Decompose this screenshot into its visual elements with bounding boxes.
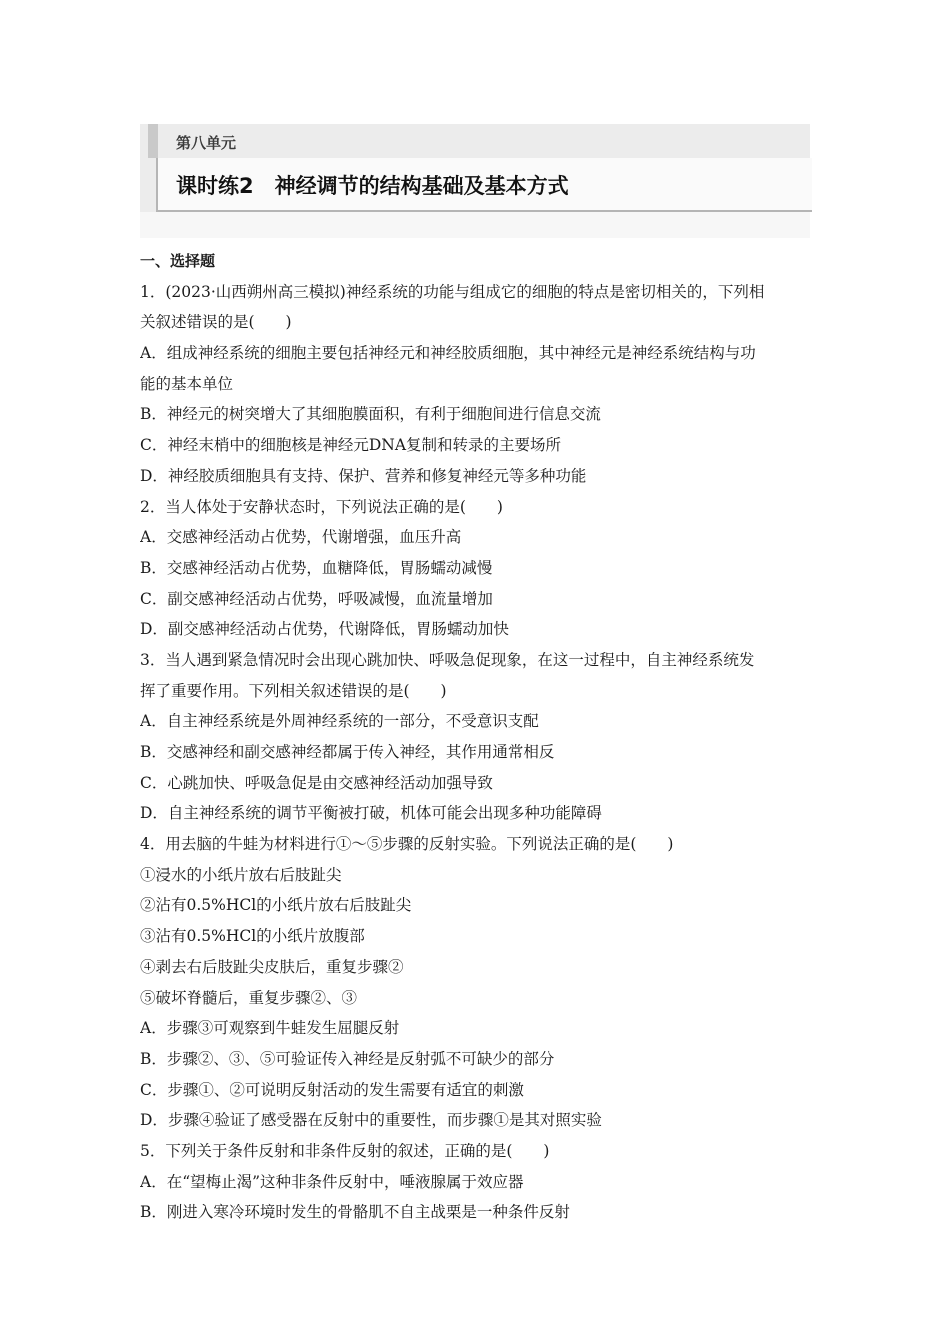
header-accent-bar xyxy=(148,124,158,158)
unit-label: 第八单元 xyxy=(176,134,237,152)
text-line: B．刚进入寒冷环境时发生的骨骼肌不自主战栗是一种条件反射 xyxy=(140,1203,570,1222)
text-line: C．神经末梢中的细胞核是神经元DNA复制和转录的主要场所 xyxy=(140,436,562,455)
text-line: C．副交感神经活动占优势，呼吸减慢，血流量增加 xyxy=(140,589,493,608)
text-line: D．自主神经系统的调节平衡被打破，机体可能会出现多种功能障碍 xyxy=(140,804,602,823)
text-line: ③沾有0.5%HCl的小纸片放腹部 xyxy=(140,927,365,946)
text-line: C．心跳加快、呼吸急促是由交感神经活动加强导致 xyxy=(140,773,493,792)
text-line: B．神经元的树突增大了其细胞膜面积，有利于细胞间进行信息交流 xyxy=(140,405,601,424)
text-line: B．交感神经活动占优势，血糖降低，胃肠蠕动减慢 xyxy=(140,558,493,577)
text-line: C．步骤①、②可说明反射活动的发生需要有适宜的刺激 xyxy=(140,1080,524,1099)
text-line: 能的基本单位 xyxy=(140,374,234,393)
text-line: D．副交感神经活动占优势，代谢降低，胃肠蠕动加快 xyxy=(140,620,509,639)
text-line: A．自主神经系统是外周神经系统的一部分，不受意识支配 xyxy=(140,712,539,731)
page-title: 课时练2 神经调节的结构基础及基本方式 xyxy=(176,174,569,198)
text-line: D．神经胶质细胞具有支持、保护、营养和修复神经元等多种功能 xyxy=(140,466,587,485)
text-line: 1．(2023·山西朔州高三模拟)神经系统的功能与组成它的细胞的特点是密切相关的，下列相 xyxy=(140,282,765,301)
question-lines xyxy=(140,277,812,1228)
text-line: 2．当人体处于安静状态时，下列说法正确的是( ) xyxy=(140,497,503,516)
text-line: 挥了重要作用。下列相关叙述错误的是( ) xyxy=(140,681,447,700)
text-line: 3．当人遇到紧急情况时会出现心跳加快、呼吸急促现象，在这一过程中，自主神经系统发 xyxy=(140,650,755,669)
text-line: B．步骤②、③、⑤可验证传入神经是反射弧不可缺少的部分 xyxy=(140,1049,555,1068)
text-line: B．交感神经和副交感神经都属于传入神经，其作用通常相反 xyxy=(140,743,555,761)
text-line: A．步骤③可观察到牛蛙发生屈腿反射 xyxy=(140,1019,400,1038)
lesson-header xyxy=(140,124,810,238)
exercise-content xyxy=(140,246,812,1228)
text-line: 4．用去脑的牛蛙为材料进行①～⑤步骤的反射实验。下列说法正确的是( ) xyxy=(140,835,674,854)
section-title: 一、选择题 xyxy=(140,252,216,270)
text-line: ②沾有0.5%HCl的小纸片放右后肢趾尖 xyxy=(140,896,412,915)
text-line: D．步骤④验证了感受器在反射中的重要性，而步骤①是其对照实验 xyxy=(140,1111,602,1130)
header-band-lower xyxy=(140,212,810,238)
text-line: ⑤破坏脊髓后，重复步骤②、③ xyxy=(140,988,358,1007)
text-line: A．组成神经系统的细胞主要包括神经元和神经胶质细胞，其中神经元是神经系统结构与功 xyxy=(140,344,756,363)
text-line: A．交感神经活动占优势，代谢增强，血压升高 xyxy=(140,528,462,547)
text-line: ④剥去右后肢趾尖皮肤后，重复步骤② xyxy=(140,957,404,976)
text-line: 5．下列关于条件反射和非条件反射的叙述，正确的是( ) xyxy=(140,1141,550,1160)
text-line: A．在“望梅止渴”这种非条件反射中，唾液腺属于效应器 xyxy=(140,1172,524,1191)
text-line: 关叙述错误的是( ) xyxy=(140,313,292,332)
text-line: ①浸水的小纸片放右后肢趾尖 xyxy=(140,865,342,884)
